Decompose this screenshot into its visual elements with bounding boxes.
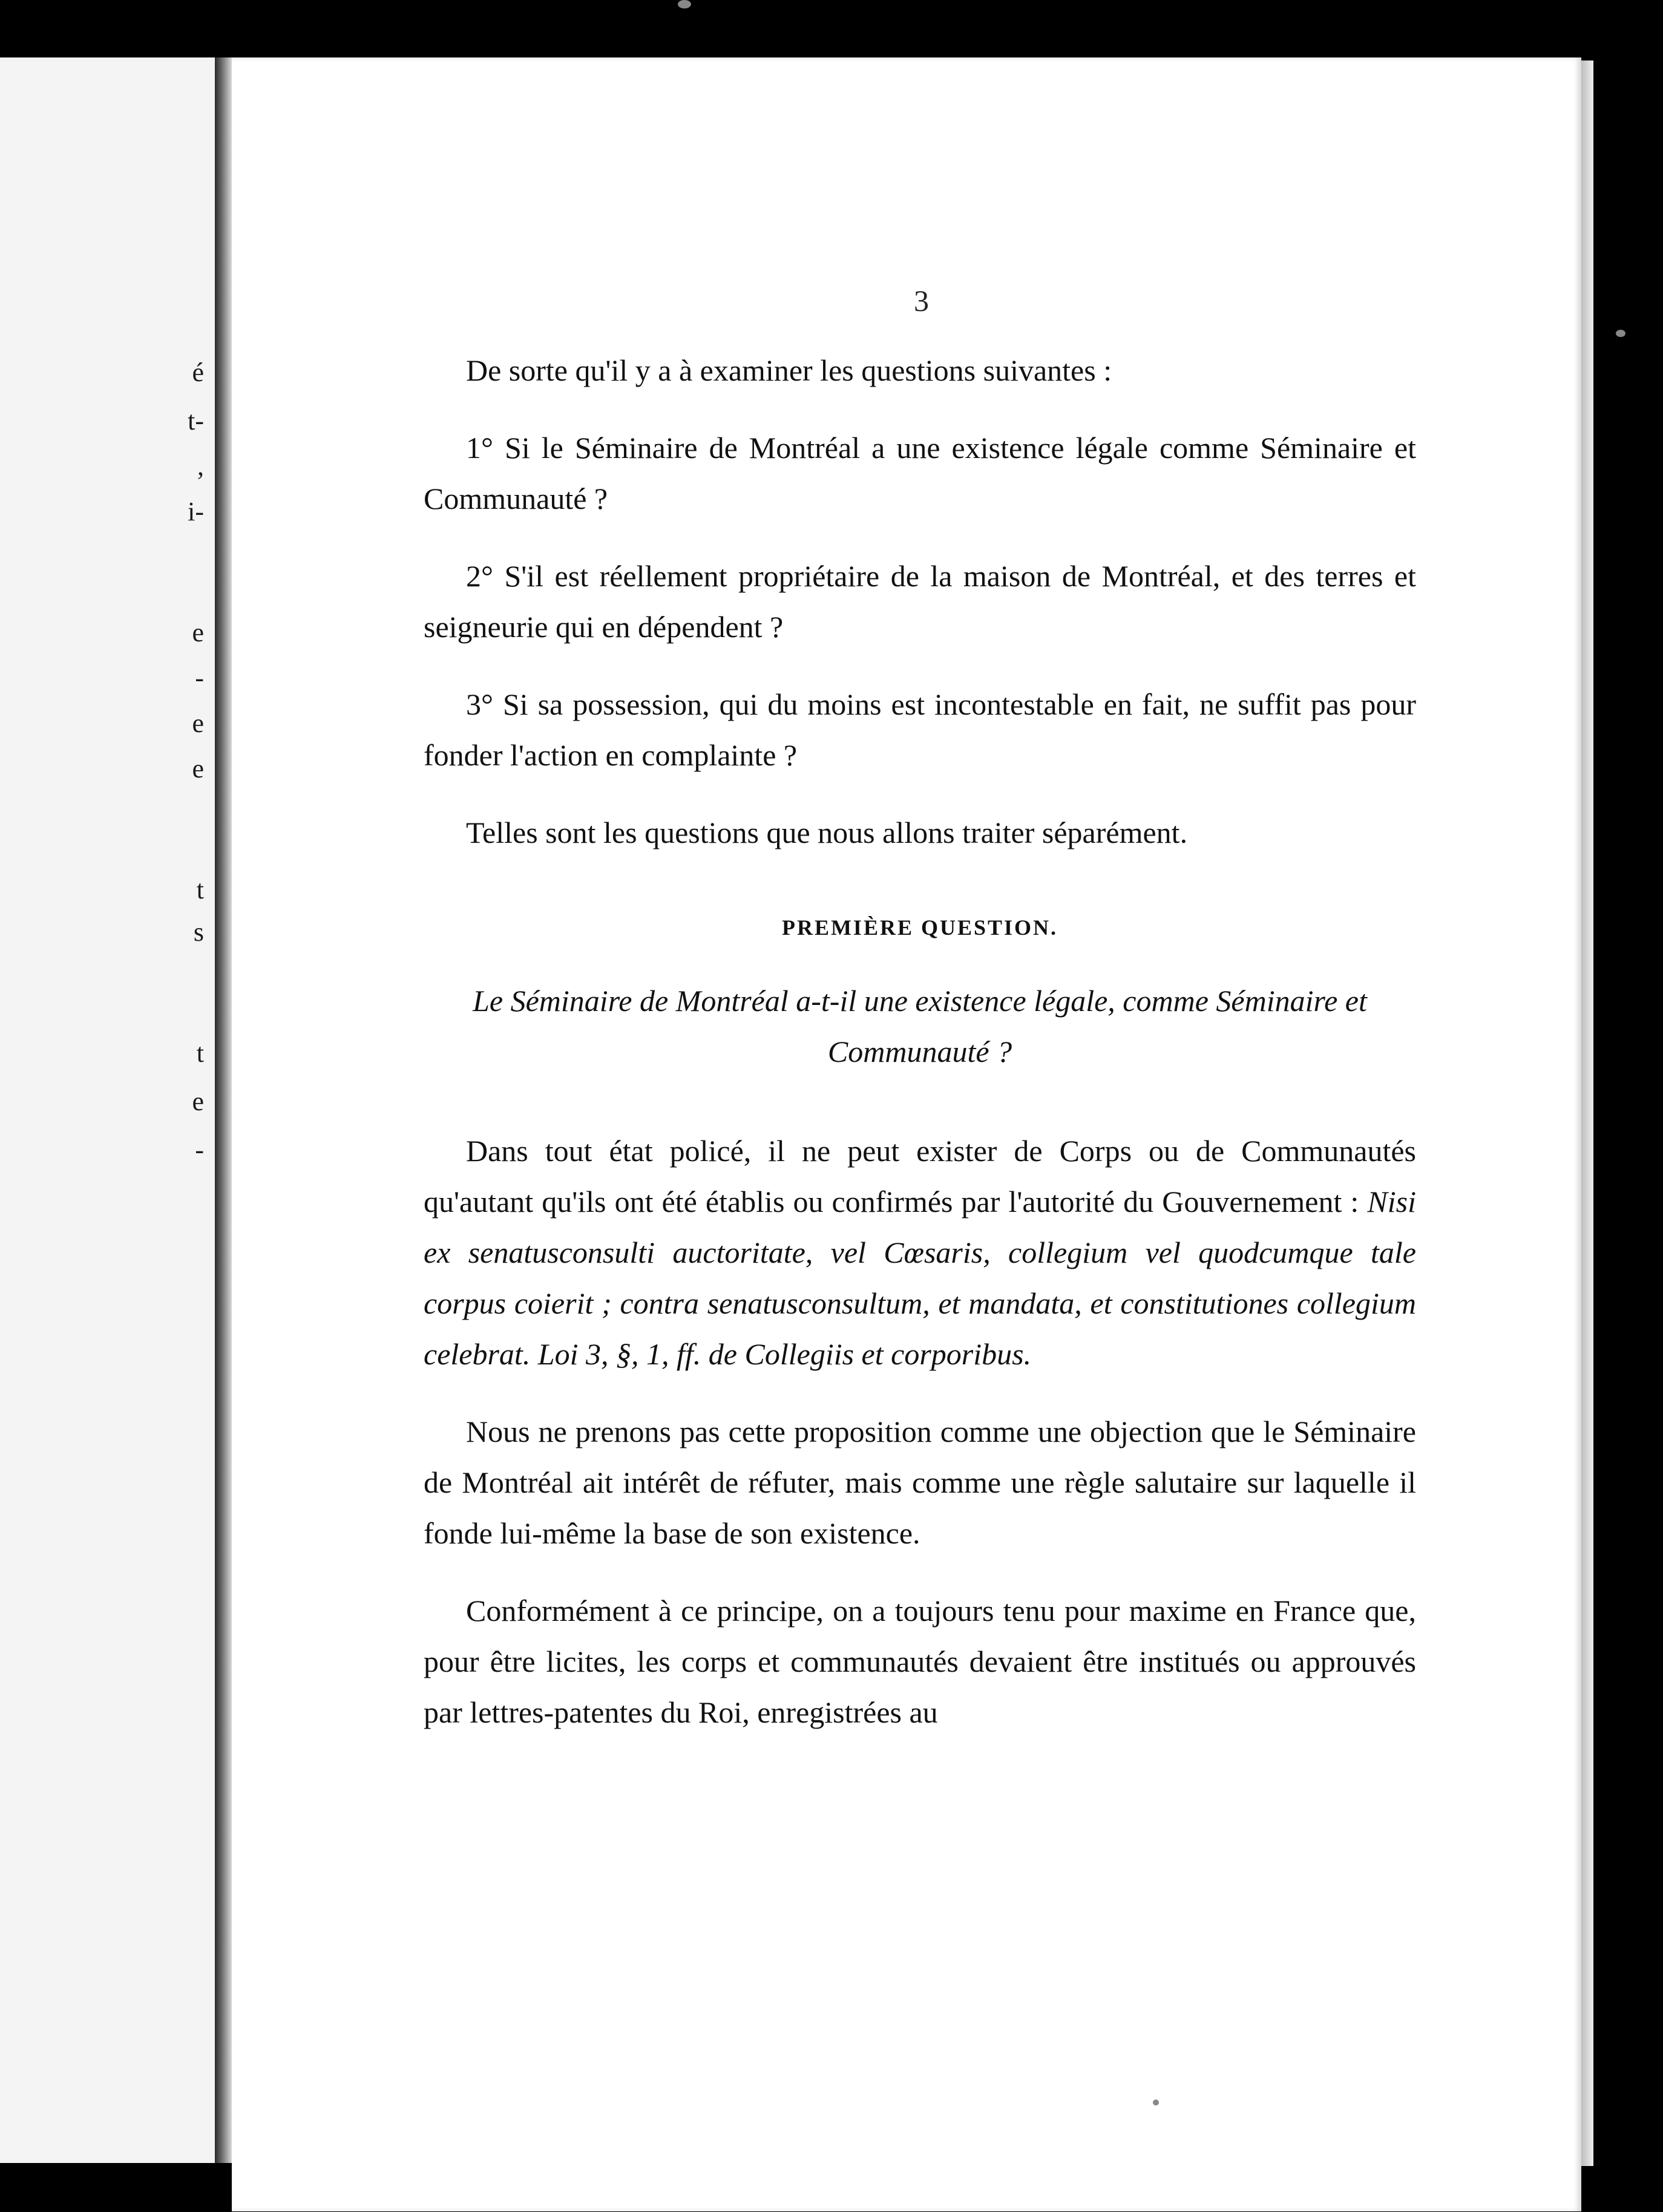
page-edge	[1581, 61, 1593, 2166]
left-fragment: e	[192, 708, 204, 738]
left-fragment: e	[192, 618, 204, 647]
left-fragment: s	[193, 917, 204, 947]
paragraph-corps-communautes	[424, 1125, 1416, 1379]
paragraph-proposition: Nous ne prenons pas cette proposition comme une objection que le Séminaire de Montréal ait intérêt de réfuter, mais comme une règle salutaire sur laquelle il fonde lui-même la base de son existence.	[424, 1415, 1416, 1550]
section-title: PREMIÈRE QUESTION.	[781, 915, 1058, 940]
intro-paragraph: De sorte qu'il y a à examiner les questions suivantes :	[466, 353, 1112, 387]
section-subtitle: Le Séminaire de Montréal a-t-il une existence légale, comme Séminaire et Communauté ?	[473, 984, 1367, 1068]
left-fragment: e	[192, 1087, 204, 1116]
question-1: 1° Si le Séminaire de Montréal a une existence légale comme Séminaire et Communauté ?	[424, 431, 1416, 515]
left-fragment: -	[195, 663, 204, 693]
left-page-sliver	[0, 57, 215, 2163]
scan-speck	[1153, 2099, 1159, 2106]
scan-speck	[678, 0, 691, 8]
left-fragment: t	[196, 1038, 204, 1068]
page-number: 3	[914, 284, 929, 318]
left-fragment: e	[192, 754, 204, 784]
latin-citation: Nisi ex senatusconsulti auctoritate, vel Cœsaris, collegium vel quodcumque tale corpus coierit ; contra senatusconsultum, et mandata, et constitutiones collegium celebrat. Loi 3, §, 1, ff. de Collegiis et corporibus.	[424, 1185, 1416, 1371]
left-fragment: i-	[188, 497, 204, 526]
page-body	[424, 278, 1416, 1738]
paragraph-roman-text: Dans tout état policé, il ne peut exister de Corps ou de Communautés qu'autant qu'ils ont été établis ou confirmés par l'autorité du Gouvernement :	[424, 1134, 1416, 1219]
left-fragment: ,	[197, 451, 204, 481]
left-fragment: t	[196, 875, 204, 905]
left-fragment: -	[195, 1135, 204, 1165]
question-2: 2° S'il est réellement propriétaire de la maison de Montréal, et des terres et seigneurie qui en dépendent ?	[424, 559, 1416, 644]
book-gutter	[215, 57, 232, 2163]
left-fragment: t-	[188, 406, 204, 436]
paragraph-conformement: Conformément à ce principe, on a toujours tenu pour maxime en France que, pour être licites, les corps et communautés devaient être institués ou approuvés par lettres-patentes du Roi, enregistrées au	[424, 1594, 1416, 1729]
question-3: 3° Si sa possession, qui du moins est incontestable en fait, ne suffit pas pour fonder l'action en complainte ?	[424, 687, 1416, 772]
left-fragment: é	[192, 358, 204, 387]
scan-speck	[1616, 330, 1625, 337]
left-page-fragments	[0, 57, 215, 2163]
transition-paragraph: Telles sont les questions que nous allons traiter séparément.	[466, 816, 1188, 849]
